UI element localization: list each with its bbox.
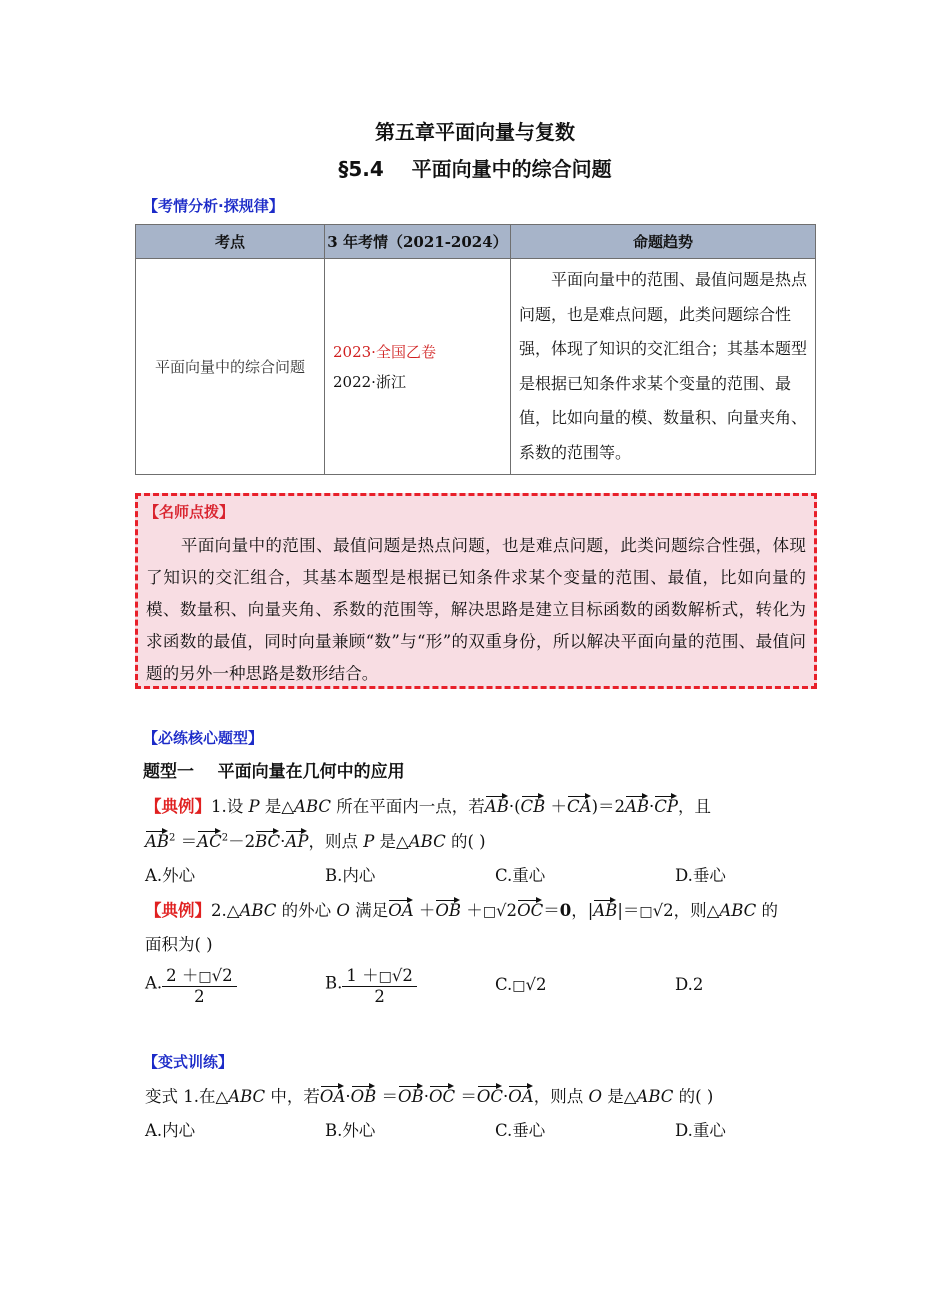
exam-item-2023: 2023·全国乙卷 [333,342,436,361]
option-label: A. [145,973,163,993]
example2-line2: 面积为( ) [145,935,213,954]
example2-line1: 【典例】2.△ABC 的外心 O 满足OA ＋OB ＋□√2OC＝0，|AB|＝□√2，则△ABC 的 [145,897,778,921]
option-b: B.外心 [325,1121,376,1140]
option-label: B. [325,973,343,993]
option-b [325,962,417,1006]
exam-analysis-table [135,224,816,475]
fraction: $\frac{1 +□√2}{2}$ [342,962,417,1006]
column-header: 命题趋势 [511,225,816,259]
column-header: 3 年考情（2021-2024） [325,225,511,259]
option-b: B.内心 [325,866,376,885]
example1-line2: $AB^2 =AC^2-2BC\cdot AP$，则点 P 是△ABC 的( ) [145,828,486,852]
option-a [145,962,237,1006]
option-label: C. [495,975,513,994]
tips-heading: 【名师点拨】 [144,503,235,521]
tips-text: 平面向量中的范围、最值问题是热点问题，也是难点问题，此类问题综合性强，体现了知识的交汇组合，其基本题型是根据已知条件求某个变量的范围、最值，比如向量的模、数量积、向量夹角、系数的范围等，解决思路是建立目标函数的函数解析式，转化为求函数的最值，同时向量兼顾“数”与“形”的双重身份，所以解决平面向量的范围、最值问题的另外一种思路是数形结合。 [146,536,806,683]
topic-cell: 平面向量中的综合问题 [136,259,325,475]
fraction: $\frac{2 +□√2}{2}$ [162,962,237,1006]
option-c: C.重心 [495,866,546,885]
option-a: A.内心 [145,1121,196,1140]
option-d: D.2 [675,975,704,994]
chapter-title: 第五章平面向量与复数 [375,120,575,144]
section-title: §5.4 平面向量中的综合问题 [338,157,612,181]
analysis-heading: 【考情分析·探规律】 [143,197,284,215]
option-c: C.垂心 [495,1121,546,1140]
option-a: A.外心 [145,866,196,885]
option-d: D.垂心 [675,866,726,885]
option-d: D.重心 [675,1121,726,1140]
example1-line1: 【典例】1.设 P 是△ABC 所在平面内一点，若AB·(CB ＋CA)＝2AB·CP，且 [145,793,711,817]
variant-heading: 【变式训练】 [143,1053,234,1071]
exam-years-cell [325,259,511,475]
trend-cell: 平面向量中的范围、最值问题是热点问题，也是难点问题，此类问题综合性强，体现了知识的交汇组合；其基本题型是根据已知条件求某个变量的范围、最值，比如向量的模、数量积、向量夹角、系数的范围等。 [511,259,816,475]
example-tag: 【典例】 [145,797,211,816]
table-header-row [136,225,816,259]
variant1-line1: 变式 1.在△ABC 中，若OA·OB ＝OB·OC ＝OC·OA，则点 O 是△ABC 的( ) [145,1083,713,1107]
column-header: 考点 [136,225,325,259]
exam-item-2022: 2022·浙江 [333,372,406,391]
option-c: C.□√2 [495,975,547,994]
core-heading: 【必练核心题型】 [143,729,264,747]
example-tag: 【典例】 [145,901,211,920]
table-row [136,259,816,475]
question-type-title: 题型一 平面向量在几何中的应用 [143,762,405,782]
teacher-tips-box [135,493,817,689]
